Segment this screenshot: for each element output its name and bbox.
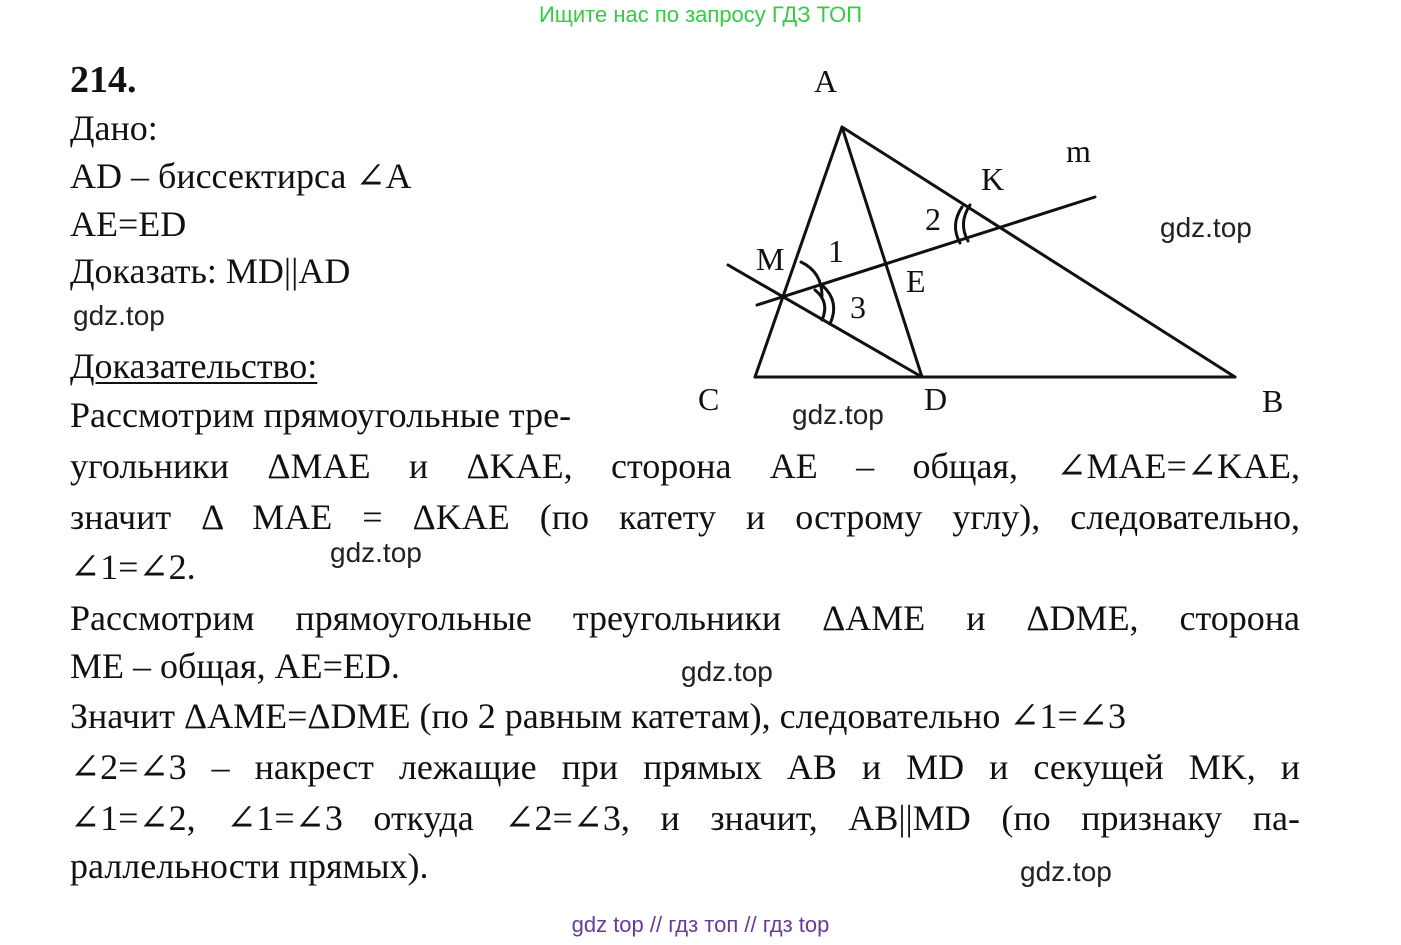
angle-2-arc-inner [955,207,962,243]
label-angle-3: 3 [850,289,866,325]
proof-line: ∠1=∠2. [70,547,196,587]
label-m-point: M [756,241,785,277]
given-line-2: AE=ED [70,204,187,244]
label-a: A [814,63,838,99]
proof-line: раллельности прямых). [70,846,429,886]
top-banner: Ищите нас по запросу ГДЗ ТОП [538,2,863,27]
geometry-figure [690,60,1310,440]
label-angle-1: 1 [828,233,844,269]
angle-2-arc-outer [963,205,970,241]
label-d: D [924,381,948,417]
side-ab [842,127,1235,377]
watermark: gdz.top [792,399,884,430]
proof-line: ∠2=∠3 – накрест лежащие при прямых AB и MD и секущей MK, и [70,747,1300,787]
watermark: gdz.top [73,300,165,331]
proof-line: значит Δ MAE = ΔKAE (по катету и острому углу), следовательно, [70,497,1300,537]
watermark: gdz.top [1020,856,1112,887]
given-title: Дано: [70,108,158,148]
proof-line: угольники ΔMAE и ΔKAE, сторона AE – общая, ∠MAE=∠KAE, [70,446,1300,486]
label-angle-2: 2 [925,201,941,237]
proof-line: Рассмотрим прямоугольные треугольники ΔAME и ΔDME, сторона [70,598,1300,638]
bisector-ad [842,127,922,377]
proof-line: ∠1=∠2, ∠1=∠3 откуда ∠2=∠3, и значит, AB||MD (по признаку па- [70,798,1300,838]
proof-line: Рассмотрим прямоугольные тре- [70,395,572,435]
prove-statement: Доказать: MD||AD [70,251,351,291]
problem-number: 214. [70,59,137,101]
proof-line: Значит ΔAME=ΔDME (по 2 равным катетам), следовательно ∠1=∠3 [70,696,1126,736]
proof-line: ME – общая, AE=ED. [70,646,400,686]
footer-links[interactable]: gdz top // гдз топ // гдз top [571,912,830,937]
watermark: gdz.top [1160,212,1252,243]
watermark: gdz.top [330,537,422,568]
watermark: gdz.top [681,656,773,687]
label-c: C [698,381,720,417]
label-m-line: m [1066,133,1091,169]
proof-title: Доказательство: [70,346,318,386]
label-k: K [981,161,1005,197]
label-b: B [1262,383,1284,419]
label-e: E [906,263,926,299]
given-line-1: AD – биссектирса ∠A [70,156,412,196]
